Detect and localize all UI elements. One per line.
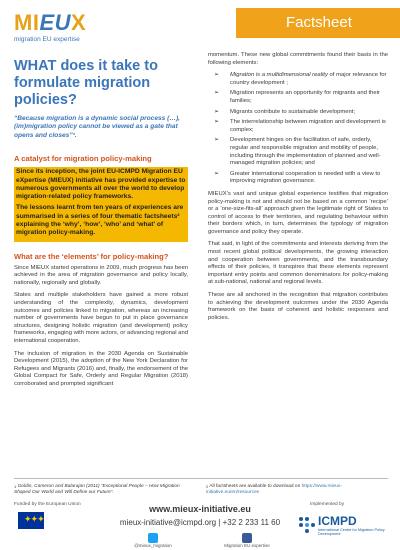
twitter-icon xyxy=(148,533,158,543)
intro-quote: “Because migration is a dynamic social process (…), (im)migration policy cannot be viewed as a gate that opens and closes”¹. xyxy=(14,115,181,139)
list-item: ➢ Migration is a multidimensional reality of major relevance for country development ; xyxy=(214,72,388,87)
banner-label: Factsheet xyxy=(286,14,352,31)
website-link[interactable]: www.mieux-initiative.eu xyxy=(149,504,251,514)
list-item: ➢ Greater international cooperation is needed with a view to improving migration governance. xyxy=(214,171,388,186)
mieux-logo xyxy=(14,12,86,43)
facebook-icon xyxy=(242,533,252,543)
left-paragraph-3: The inclusion of migration in the 2030 Agenda on Sustainable Development (2015), the adoption of the New York Declaration for Refugees and Migrants (2016) and, finally, the endorsement of the Global Compact for Safe, Orderly and Regular Migration (2018) corroborated and prompted significant xyxy=(14,350,188,387)
factsheet-banner xyxy=(236,8,400,38)
right-paragraph-1: MIEUX’s vast and unique global experience testifies that migration policy-making is not and should not be based on a common ‘recipe’ or a ‘one-size-fits-all’ approach given the legitimate right of States to control of access to their territories, and regulating behaviour within their borders which, in turn, determines the typology of migration governance and policy they operate. xyxy=(208,190,388,235)
list-item: ➢ Development hinges on the facilitation of safe, orderly, regular and responsible migration and mobility of people, including through the implementation of planned and well-managed migration policies; and xyxy=(214,137,388,167)
icmpd-logo xyxy=(296,514,390,538)
icmpd-wordmark: ICMPD xyxy=(318,514,357,528)
facebook-page[interactable]: Migration EU expertise xyxy=(212,533,282,548)
icmpd-mark-icon xyxy=(296,514,316,536)
resources-link[interactable]: https://www.mieux-initiative.eu/en/resources xyxy=(206,484,342,495)
footer xyxy=(0,500,400,550)
right-column xyxy=(208,52,388,327)
funded-label: Funded by the European Union xyxy=(14,502,81,507)
footnote-2: $^2$ All factsheets are available to download on https://www.mieux-initiative.eu/en/resources xyxy=(206,484,342,495)
twitter-handle[interactable]: @mieux_migration xyxy=(118,533,188,548)
right-paragraph-3: These are all anchored in the recognition that migration contributes to achieving the development outcomes under the 2030 Agenda framework on the basis of coherent and holistic responses and policies. xyxy=(208,292,388,321)
left-column xyxy=(14,52,188,394)
elements-heading: What are the ‘elements’ for policy-making? xyxy=(14,251,169,261)
contact-info[interactable]: mieux-initiative@icmpd.org | +32 2 233 11 60 xyxy=(119,518,281,527)
list-item: ➢ The interrelationship between migration and development is complex; xyxy=(214,119,388,134)
logo-tagline: migration EU expertise xyxy=(14,36,80,43)
catalyst-paragraph-2: The lessons learnt from ten years of experiences are summarised in a series of four thematic factsheets² explaining the ‘why’, ‘how’, ‘who’ and ‘what’ of migration policy-making. xyxy=(16,204,184,237)
footnotes xyxy=(14,478,388,495)
icmpd-tagline: International Centre for Migration Policy Development xyxy=(318,528,385,537)
left-paragraph-1: Since MIEUX started operations in 2009, much progress has been achieved in the area of migration governance and policy locally, nationally, regionally and globally. xyxy=(14,264,188,286)
list-item: ➢ Migration represents an opportunity for migrants and their families; xyxy=(214,90,388,105)
page-title: WHAT does it take to formulate migration policies? xyxy=(14,58,158,108)
right-paragraph-2: That said, in light of the commitments and interests deriving from the most recent global political developments, the growing interaction and cooperation between governments, and the transboundary effects of their policies, it transpires that these elements represent important entry points and common denominators for policy-making at sub-national, national and regional levels. xyxy=(208,241,388,286)
right-intro: momentum. These new global commitments found their basis in the following elements: xyxy=(208,52,388,66)
catalyst-paragraph-1: Since its inception, the joint EU-ICMPD Migration EU eXpertise (MIEUX) initiative has provided expertise to numerous governments all over the world to develop migration-related policy frameworks. xyxy=(16,168,186,201)
list-item: ➢ Migrants contribute to sustainable development; xyxy=(214,109,388,117)
catalyst-heading: A catalyst for migration policy-making xyxy=(14,154,152,164)
eu-flag-icon: ✦✦✦ xyxy=(18,512,44,529)
highlight-box xyxy=(14,167,188,241)
implemented-label: Implemented by xyxy=(310,502,345,507)
logo-wordmark: MIEUX xyxy=(14,10,87,35)
left-paragraph-2: States and multiple stakeholders have gained a more robust understanding of the complexity, dynamics, development outcomes and policies linked to migration, whereas an increasing number of governments have begun to put in place governance structures, designing holistic migration (and development) policy frameworks, engaging with more actors, or advancing regional and international cooperation. xyxy=(14,292,188,344)
elements-list xyxy=(208,72,388,186)
footnote-1: $^1$ Goldin, Cameron and Balarajan (2011) “Exceptional People – How Migration Shaped Our World and Will Define our Future”. xyxy=(14,484,180,495)
